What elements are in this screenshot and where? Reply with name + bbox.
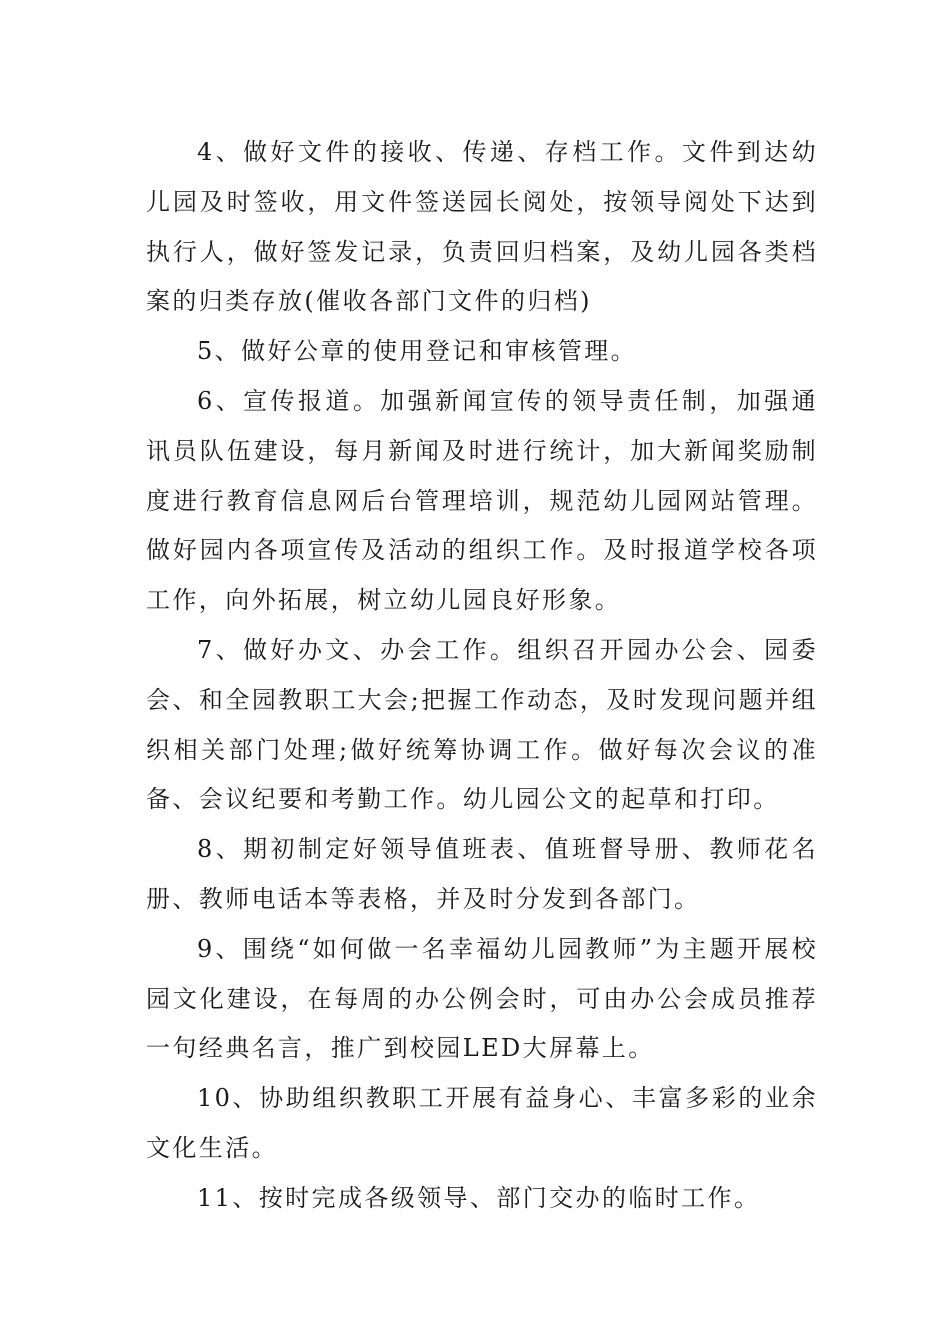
document-body [146,128,818,1224]
paragraph-item-7: 7、做好办文、办会工作。组织召开园办公会、园委会、和全园教职工大会;把握工作动态，及时发现问题并组织相关部门处理;做好统筹协调工作。做好每次会议的准备、会议纪要和考勤工作。幼儿园公文的起草和打印。 [146,635,818,814]
paragraph-item-9: 9、围绕“如何做一名幸福幼儿园教师”为主题开展校园文化建设，在每周的办公例会时，可由办公会成员推荐一句经典名言，推广到校园LED大屏幕上。 [146,934,818,1063]
paragraph-item-10: 10、协助组织教职工开展有益身心、丰富多彩的业余文化生活。 [146,1084,818,1162]
paragraph-item-4: 4、做好文件的接收、传递、存档工作。文件到达幼儿园及时签收，用文件签送园长阅处，按领导阅处下达到执行人，做好签发记录，负责回归档案，及幼儿园各类档案的归类存放(催收各部门文件的归档) [146,138,818,316]
paragraph-item-11: 11、按时完成各级领导、部门交办的临时工作。 [197,1183,761,1212]
paragraph-item-8: 8、期初制定好领导值班表、值班督导册、教师花名册、教师电话本等表格，并及时分发到各部门。 [146,835,818,913]
paragraph-item-6: 6、宣传报道。加强新闻宣传的领导责任制，加强通讯员队伍建设，每月新闻及时进行统计，加大新闻奖励制度进行教育信息网后台管理培训，规范幼儿园网站管理。做好园内各项宣传及活动的组织工作。及时报道学校各项工作，向外拓展，树立幼儿园良好形象。 [146,386,818,615]
paragraph-item-5: 5、做好公章的使用登记和审核管理。 [197,337,638,366]
